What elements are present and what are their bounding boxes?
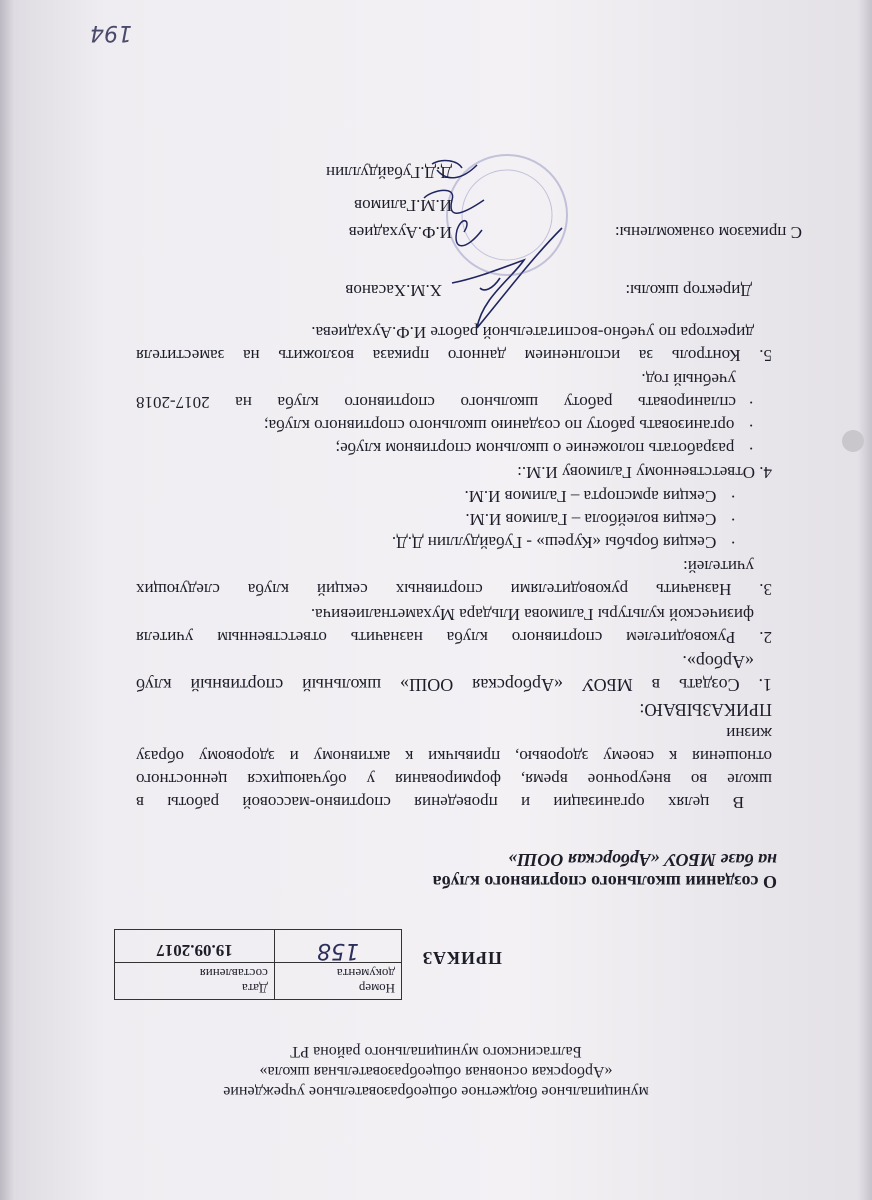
item-5-line-1: 5. Контроль за исполнением данного приказа возложить на заместителя bbox=[136, 346, 772, 365]
bullet: · bbox=[730, 510, 736, 529]
item-2-line-2: физической культуры Галимова Ильдара Мухаметналиевича. bbox=[310, 605, 754, 624]
acquainted-name-2: И.М.Галимов bbox=[354, 196, 452, 215]
item-1-line-1: 1. Создать в МБОУ «Арборская ООШ» школьный спортивный клуб bbox=[136, 675, 772, 695]
item-2-line-1: 2. Руководителем спортивного клуба назначить ответственным учителя bbox=[136, 628, 772, 647]
header-org-line-3: Балтасинского муниципального района РТ bbox=[290, 1043, 582, 1060]
section-wrestling-text: Секция борьбы «Куреш» - Губайдуллин Д.Д. bbox=[391, 533, 717, 552]
preamble-line-3: отношения к своему здоровью, привычки к активному и здоровому образу bbox=[136, 747, 772, 766]
item-4-line-1: 4. Ответственному Галимову И.М.: bbox=[517, 463, 772, 482]
preamble-line-1: В целях организации и проведения спортивно-массовой работы в bbox=[136, 793, 744, 812]
subject-line-1: О создании школьного спортивного клуба bbox=[432, 872, 777, 892]
bullet: · bbox=[748, 393, 754, 412]
task-3-text: спланировать работу школьного спортивного клуба на 2017-2018 bbox=[136, 393, 736, 412]
acquainted-name-3: Д.Д.Губайдуллин bbox=[325, 163, 452, 182]
doc-meta-table bbox=[114, 929, 402, 1000]
date-label bbox=[115, 963, 275, 1000]
doc-date: 19.09.2017 bbox=[115, 930, 275, 963]
section-armwrestling bbox=[464, 486, 736, 506]
bullet: · bbox=[730, 487, 736, 506]
date-label-2: составления bbox=[199, 966, 268, 981]
date-label-1: Дата bbox=[241, 981, 268, 996]
preamble-line-4: жизни bbox=[726, 724, 772, 743]
section-volleyball-text: Секция волейбола – Галимов И.М. bbox=[465, 510, 717, 529]
section-volleyball bbox=[465, 509, 736, 529]
number-label-1: Номер bbox=[358, 981, 395, 996]
doc-number: 158 bbox=[274, 930, 401, 963]
item-5-line-2: директора по учебно-воспитательной работе И.Ф.Аухадиева. bbox=[311, 323, 754, 342]
doc-title: ПРИКАЗ bbox=[421, 948, 502, 968]
section-armwrestling-text: Секция армспорта – Галимов И.М. bbox=[464, 487, 717, 506]
task-2 bbox=[264, 415, 754, 435]
header-org-line-1: муниципальное бюджетное общеобразовательное учреждение bbox=[223, 1083, 649, 1100]
task-3-line-2: учебный год. bbox=[641, 370, 736, 389]
bullet: · bbox=[730, 533, 736, 552]
subject-line-2: на базе МБОУ «Арборская ООШ» bbox=[508, 850, 777, 870]
task-1 bbox=[335, 438, 754, 458]
page-number: 194 bbox=[90, 20, 132, 45]
bullet: · bbox=[748, 439, 754, 458]
bullet: · bbox=[748, 416, 754, 435]
item-3-line-1: 3. Назначить руководителями спортивных секций клуба следующих bbox=[136, 580, 772, 599]
section-wrestling bbox=[392, 532, 736, 552]
order-word: ПРИКАЗЫВАЮ: bbox=[639, 700, 772, 720]
header-org-line-2: «Арборская основная общеобразовательная школа» bbox=[259, 1063, 613, 1080]
task-2-text: организовать работу по созданию школьного спортивного клуба; bbox=[263, 416, 735, 435]
director-label: Директор школы: bbox=[625, 281, 752, 300]
item-3-line-2: учителей: bbox=[683, 557, 754, 576]
director-name: Х.М.Хасанов bbox=[345, 281, 442, 300]
number-label bbox=[274, 963, 401, 1000]
acquainted-label: С приказом ознакомлены: bbox=[614, 223, 802, 242]
preamble-line-2: школе во внеурочное время, формирования у обучающихся ценностного bbox=[136, 770, 772, 789]
item-1-line-2: «Арбор». bbox=[682, 652, 754, 672]
acquainted-name-1: И.Ф.Аухадиев bbox=[348, 223, 452, 242]
number-label-2: документа bbox=[336, 966, 395, 981]
task-1-text: разработать положение о школьном спортивном клубе; bbox=[335, 439, 735, 458]
